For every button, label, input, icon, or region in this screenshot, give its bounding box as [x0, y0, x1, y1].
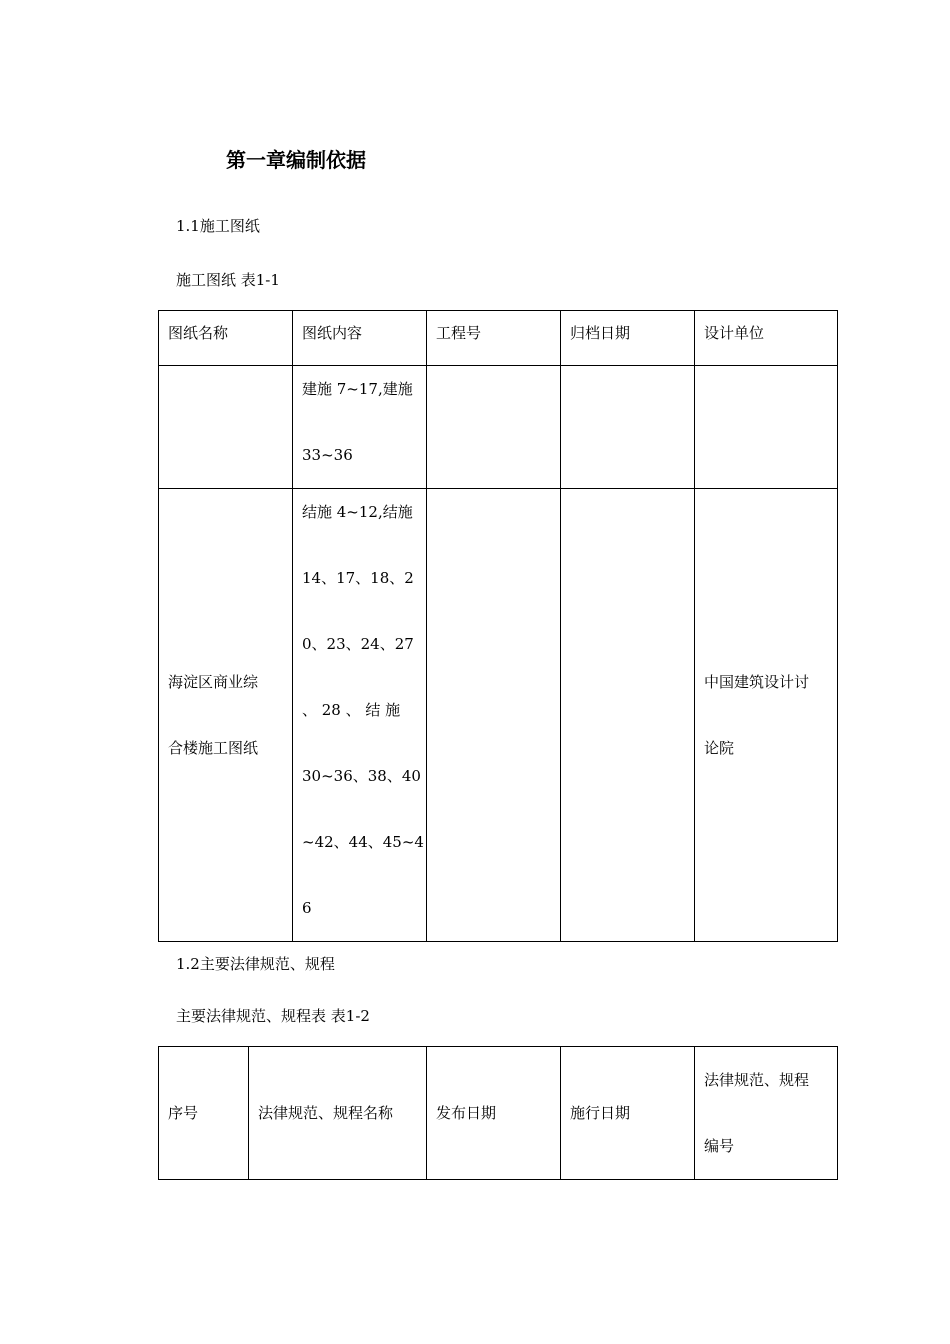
- content-line: 建施 7~17,建施: [302, 380, 413, 398]
- code-header-line: 编号: [704, 1137, 735, 1155]
- section-heading-drawings: 1.1施工图纸: [176, 217, 260, 235]
- header-regulation-name: 法律规范、规程名称: [249, 1047, 427, 1180]
- cell-drawing-content: [293, 489, 427, 942]
- chapter-title: 第一章编制依据: [226, 148, 366, 172]
- header-regulation-code: [695, 1047, 838, 1180]
- cell-drawing-content: [293, 366, 427, 489]
- content-line: 30~36、38、40: [302, 767, 421, 785]
- table-header-row: [159, 1047, 838, 1180]
- cell-archive-date: [561, 489, 695, 942]
- table-row: [159, 366, 838, 489]
- header-publish-date: 发布日期: [427, 1047, 561, 1180]
- header-serial-no: 序号: [159, 1047, 249, 1180]
- table-row: [159, 489, 838, 942]
- header-archive-date: 归档日期: [561, 311, 695, 366]
- cell-project-no: [427, 366, 561, 489]
- table-caption-regulations: 主要法律规范、规程表 表1-2: [176, 1007, 370, 1025]
- name-line: 海淀区商业综: [168, 673, 259, 691]
- header-drawing-name: 图纸名称: [159, 311, 293, 366]
- content-line: ~42、44、45~4: [302, 833, 424, 851]
- regulations-table: [158, 1046, 838, 1180]
- header-drawing-content: 图纸内容: [293, 311, 427, 366]
- cell-drawing-name: [159, 489, 293, 942]
- content-line: 、 28 、 结 施: [302, 701, 401, 719]
- content-line: 6: [302, 899, 312, 917]
- designer-line: 论院: [704, 739, 735, 757]
- header-designer: 设计单位: [695, 311, 838, 366]
- content-line: 结施 4~12,结施: [302, 503, 413, 521]
- name-line: 合楼施工图纸: [168, 739, 259, 757]
- cell-archive-date: [561, 366, 695, 489]
- table-caption-drawings: 施工图纸 表1-1: [176, 271, 280, 289]
- code-header-line: 法律规范、规程: [704, 1071, 810, 1089]
- cell-project-no: [427, 489, 561, 942]
- content-line: 14、17、18、2: [302, 569, 414, 587]
- header-effective-date: 施行日期: [561, 1047, 695, 1180]
- designer-line: 中国建筑设计讨: [704, 673, 810, 691]
- cell-drawing-name: [159, 366, 293, 489]
- content-line: 0、23、24、27: [302, 635, 414, 653]
- cell-designer: [695, 489, 838, 942]
- section-heading-regulations: 1.2主要法律规范、规程: [176, 955, 335, 973]
- header-project-no: 工程号: [427, 311, 561, 366]
- drawings-table: [158, 310, 838, 942]
- content-line: 33~36: [302, 446, 353, 464]
- table-header-row: [159, 311, 838, 366]
- cell-designer: [695, 366, 838, 489]
